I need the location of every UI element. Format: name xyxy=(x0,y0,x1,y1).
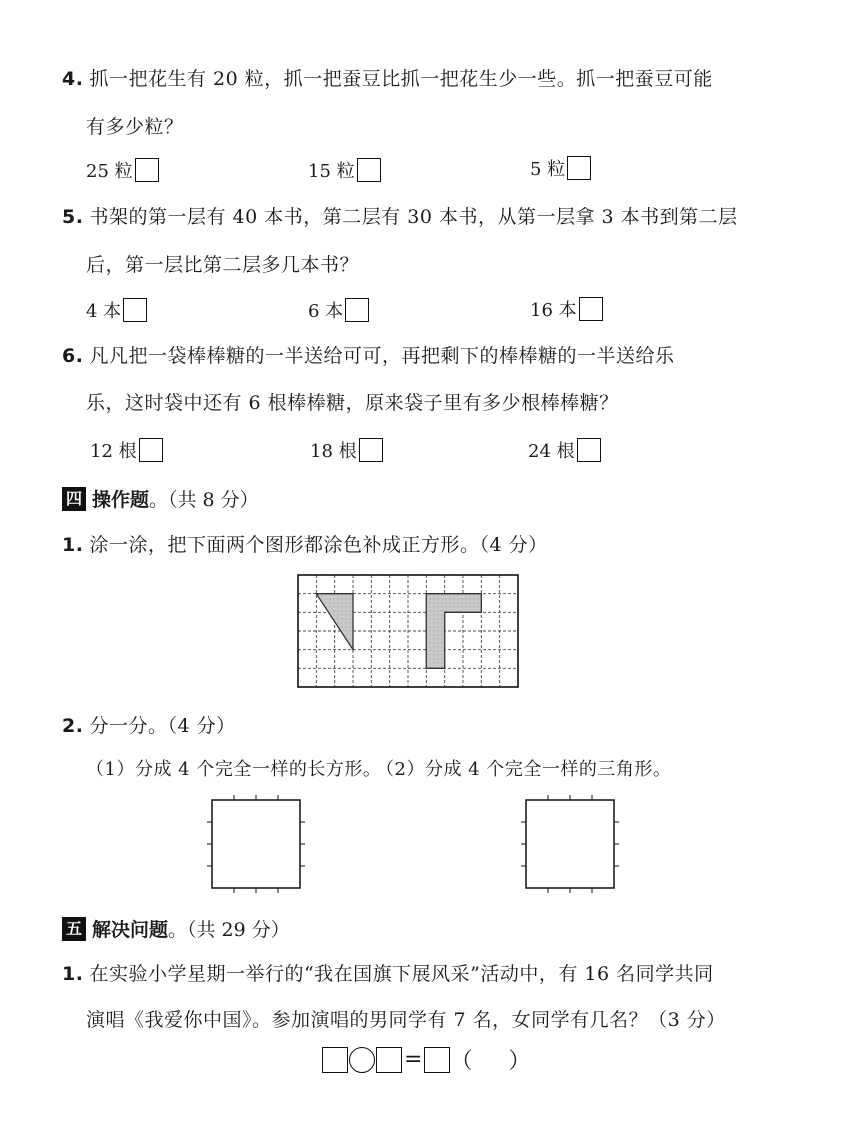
section-title: 操作题 xyxy=(92,489,150,511)
answer-checkbox[interactable] xyxy=(123,298,147,322)
question-number: 5. xyxy=(62,206,84,228)
answer-equation[interactable] xyxy=(322,1044,530,1075)
question-4-line2: 有多少粒？ xyxy=(86,116,184,138)
question-5-line1: 5. 书架的第一层有 40 本书，第二层有 30 本书，从第一层拿 3 本书到第二层 xyxy=(62,206,738,228)
section-4-header xyxy=(62,485,259,512)
question-6-line2: 乐，这时袋中还有 6 根棒棒糖，原来袋子里有多少根棒棒糖？ xyxy=(86,392,619,414)
answer-checkbox[interactable] xyxy=(359,438,383,462)
option-6b[interactable]: 18 根 xyxy=(310,437,383,463)
equals-sign: = xyxy=(404,1047,423,1072)
option-5b[interactable]: 6 本 xyxy=(308,297,369,323)
question-number: 4. xyxy=(62,68,84,90)
question-4-line1: 4. 抓一把花生有 20 粒，抓一把蚕豆比抓一把花生少一些。抓一把蚕豆可能 xyxy=(62,68,713,90)
sub-question-2: （2）分成 4 个完全一样的三角形。 xyxy=(376,759,672,780)
section-badge: 四 xyxy=(62,487,86,511)
section4-question-1: 1. 涂一涂，把下面两个图形都涂色补成正方形。（4 分） xyxy=(62,534,548,556)
coloring-grid[interactable] xyxy=(297,574,519,688)
answer-checkbox[interactable] xyxy=(135,158,159,182)
option-4c[interactable]: 5 粒 xyxy=(530,155,591,181)
section4-question-2: 2. 分一分。（4 分） xyxy=(62,715,236,737)
answer-checkbox[interactable] xyxy=(567,156,591,180)
answer-checkbox[interactable] xyxy=(357,158,381,182)
option-4a[interactable]: 25 粒 xyxy=(86,157,159,183)
option-5a[interactable]: 4 本 xyxy=(86,297,147,323)
question-5-line2: 后，第一层比第二层多几本书？ xyxy=(86,254,360,276)
answer-checkbox[interactable] xyxy=(579,297,603,321)
equation-box[interactable] xyxy=(424,1047,450,1073)
answer-checkbox[interactable] xyxy=(345,298,369,322)
sub-question-1: （1）分成 4 个完全一样的长方形。 xyxy=(86,759,382,780)
equation-box[interactable] xyxy=(322,1047,348,1073)
answer-checkbox[interactable] xyxy=(139,438,163,462)
square-divide-triangles[interactable] xyxy=(518,794,622,894)
section-score: 。（共 29 分） xyxy=(168,919,290,941)
operator-circle[interactable] xyxy=(349,1047,375,1073)
question-number: 6. xyxy=(62,345,84,367)
option-6c[interactable]: 24 根 xyxy=(528,437,601,463)
section-title: 解决问题 xyxy=(92,919,169,941)
section-badge: 五 xyxy=(62,917,86,941)
option-5c[interactable]: 16 本 xyxy=(530,296,603,322)
unit-paren-open: （ xyxy=(450,1049,473,1074)
square-divide-rectangles[interactable] xyxy=(204,794,308,894)
equation-box[interactable] xyxy=(376,1047,402,1073)
section5-question-1-line2: 演唱《我爱你中国》。参加演唱的男同学有 7 名，女同学有几名？（3 分） xyxy=(86,1009,726,1031)
question-6-line1: 6. 凡凡把一袋棒棒糖的一半送给可可，再把剩下的棒棒糖的一半送给乐 xyxy=(62,345,675,367)
section-5-header xyxy=(62,915,290,942)
option-6a[interactable]: 12 根 xyxy=(90,437,163,463)
option-4b[interactable]: 15 粒 xyxy=(308,157,381,183)
section5-question-1-line1: 1. 在实验小学星期一举行的“我在国旗下展风采”活动中，有 16 名同学共同 xyxy=(62,963,714,985)
answer-checkbox[interactable] xyxy=(577,438,601,462)
unit-paren-close: ） xyxy=(508,1049,531,1074)
section-score: 。（共 8 分） xyxy=(149,489,259,511)
